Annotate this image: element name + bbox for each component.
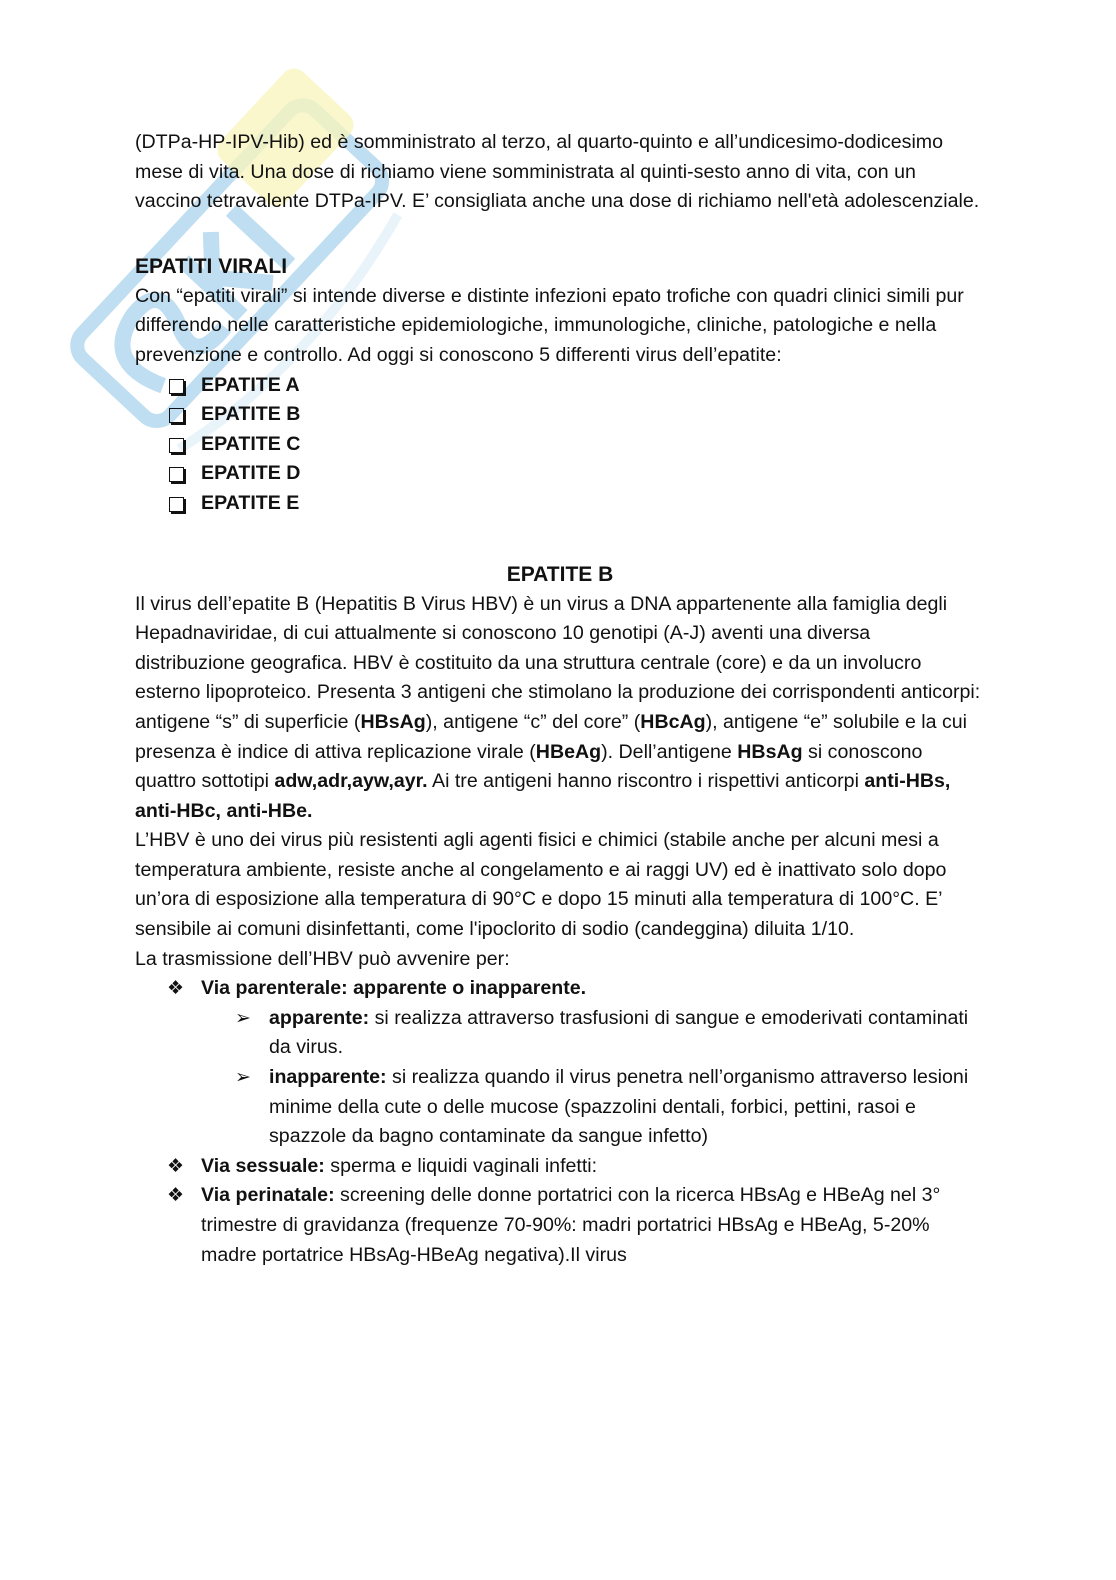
transmission-routes-list [135,974,985,1270]
diamond-bullet-icon: ❖ [167,978,185,1000]
arrow-bullet-icon: ➢ [235,1067,251,1089]
epatite-b-paragraph-3: La trasmissione dell’HBV può avvenire per: [135,947,510,970]
route-perinatale: ❖ Via perinatale: screening delle donne portatrici con la ricerca HBsAg e HBeAg nel 3° trimestre di gravidanza (frequenze 70-90%: madri portatrici HBsAg e HBeAg, 5-20% madre portatrice HBsAg-HBeAg negativa).Il virus [167,1181,985,1270]
route-parenterale: ❖ Via parenterale: apparente o inapparente. ➢ apparente: si realizza attraverso trasfusioni di sangue e emoderivati contaminati da virus. ➢ inapparente: si realizza quando il virus penetra nell’organismo attraverso lesioni minime della cute o delle mucose (spazzolini dentali, forbici, pettini, rasoi e spazzole da bagno contaminate da sangue infetto) [167,974,985,1152]
list-item: EPATITE A [167,371,985,401]
epatiti-list [135,371,985,519]
route-inapparente: ➢ inapparente: si realizza quando il virus penetra nell’organismo attraverso lesioni minime della cute o delle mucose (spazzolini dentali, forbici, pettini, rasoi e spazzole da bagno contaminate da sangue infetto) [235,1063,985,1152]
section-heading-epatite-b: EPATITE B [506,562,614,586]
checkbox-bullet-icon [169,438,184,453]
checkbox-bullet-icon [169,379,184,394]
diamond-bullet-icon: ❖ [167,1185,185,1207]
arrow-bullet-icon: ➢ [235,1007,251,1029]
list-item: EPATITE B [167,400,985,430]
list-item: EPATITE C [167,430,985,460]
epatite-b-paragraph-2: L’HBV è uno dei virus più resistenti agli agenti fisici e chimici (stabile anche per alcuni mesi a temperatura ambiente, resiste anche al congelamento e ai raggi UV) ed è inattivato solo dopo un’ora di esposizione alla temperatura di 90°C e dopo 15 minuti alla temperatura di 100°C. E’ sensibile ai comuni disinfettanti, come l'ipoclorito di sodio (candeggina) diluita 1/10. [135,829,947,941]
intro-paragraph: (DTPa-HP-IPV-Hib) ed è somministrato al terzo, al quarto-quinto e all’undicesimo-dodicesimo mese di vita. Una dose di richiamo viene somministrata al quinti-sesto anno di vita, con un vaccino tetravalente DTPa-IPV. E’ consigliata anche una dose di richiamo nell'età adolescenziale. [135,131,980,213]
diamond-bullet-icon: ❖ [167,1155,185,1177]
route-sessuale: ❖ Via sessuale: sperma e liquidi vaginali infetti: [167,1152,985,1182]
checkbox-bullet-icon [169,497,184,512]
checkbox-bullet-icon [169,408,184,423]
list-item: EPATITE D [167,459,985,489]
epatiti-paragraph: Con “epatiti virali” si intende diverse e distinte infezioni epato trofiche con quadri clinici simili pur differendo nelle caratteristiche epidemiologiche, immunologiche, cliniche, patologiche e nella prevenzione e controllo. Ad oggi si conoscono 5 differenti virus dell’epatite: [135,284,964,366]
route-apparente: ➢ apparente: si realizza attraverso trasfusioni di sangue e emoderivati contaminati da virus. [235,1004,985,1063]
checkbox-bullet-icon [169,467,184,482]
document-page [135,128,985,1270]
epatite-b-paragraph-1: Il virus dell’epatite B (Hepatitis B Virus HBV) è un virus a DNA appartenente alla famiglia degli Hepadnaviridae, di cui attualmente si conoscono 10 genotipi (A-J) aventi una diversa distribuzione geografica. HBV è costituito da una struttura centrale (core) e da un involucro esterno lipoproteico. Presenta 3 antigeni che stimolano la produzione dei corrispondenti anticorpi: antigene “s” di superficie (HBsAg), antigene “c” del core” (HBcAg), antigene “e” solubile e la cui presenza è indice di attiva replicazione virale (HBeAg). Dell’antigene HBsAg si conoscono quattro sottotipi adw,adr,ayw,ayr. Ai tre antigeni hanno riscontro i rispettivi anticorpi anti-HBs, anti-HBc, anti-HBe. [135,592,981,822]
parenterale-sublist [201,1004,985,1152]
section-heading-epatiti-virali: EPATITI VIRALI [135,254,288,278]
list-item: EPATITE E [167,489,985,519]
